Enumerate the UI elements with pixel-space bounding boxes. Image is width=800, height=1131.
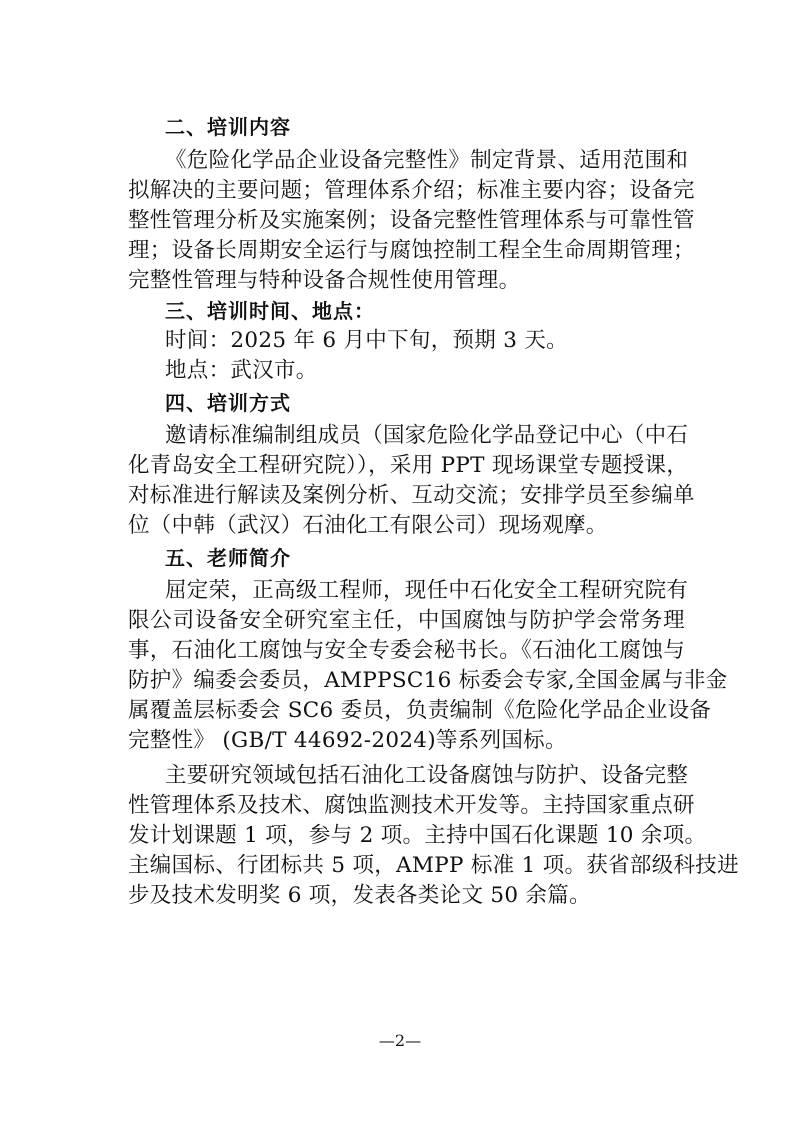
- paragraph-line: 主要研究领域包括石油化工设备腐蚀与防护、设备完整: [165, 763, 689, 788]
- paragraph-line: 属覆盖层标委会 SC6 委员，负责编制《危险化学品企业设备: [128, 698, 712, 723]
- paragraph-line: 防护》编委会委员，AMPPSC16 标委会专家,全国金属与非金: [128, 668, 728, 693]
- paragraph-line: 事，石油化工腐蚀与安全专委会秘书长。《石油化工腐蚀与: [128, 638, 685, 663]
- paragraph-line: 发计划课题 1 项，参与 2 项。主持中国石化课题 10 余项。: [128, 823, 707, 848]
- section-heading-training-method: 四、培训方式: [165, 391, 291, 415]
- training-place: 地点：武汉市。: [165, 358, 318, 383]
- paragraph-line: 《危险化学品企业设备完整性》制定背景、适用范围和: [165, 148, 689, 173]
- paragraph-line: 限公司设备安全研究室主任，中国腐蚀与防护学会常务理: [128, 608, 685, 633]
- paragraph-line: 步及技术发明奖 6 项，发表各类论文 50 余篇。: [128, 883, 591, 908]
- paragraph-line: 性管理体系及技术、腐蚀监测技术开发等。主持国家重点研: [128, 793, 695, 818]
- paragraph-line: 主编国标、行团标共 5 项，AMPP 标准 1 项。获省部级科技进: [128, 853, 739, 878]
- paragraph-line: 对标准进行解读及案例分析、互动交流；安排学员至参编单: [128, 483, 695, 508]
- paragraph-line: 理；设备长周期安全运行与腐蚀控制工程全生命周期管理；: [128, 238, 695, 263]
- section-heading-training-content: 二、培训内容: [165, 115, 291, 139]
- paragraph-line: 邀请标准编制组成员（国家危险化学品登记中心（中石: [165, 423, 689, 448]
- section-heading-time-place: 三、培训时间、地点：: [165, 299, 375, 323]
- paragraph-line: 完整性》 (GB/T 44692-2024)等系列国标。: [128, 728, 567, 753]
- section-heading-teacher-intro: 五、老师简介: [165, 546, 291, 570]
- paragraph-line: 位（中韩（武汉）石油化工有限公司）现场观摩。: [128, 513, 608, 538]
- training-time: 时间：2025 年 6 月中下旬，预期 3 天。: [165, 328, 568, 353]
- paragraph-line: 整性管理分析及实施案例；设备完整性管理体系与可靠性管: [128, 208, 695, 233]
- paragraph-line: 屈定荣，正高级工程师，现任中石化安全工程研究院有: [165, 578, 689, 603]
- paragraph-line: 化青岛安全工程研究院）），采用 PPT 现场课堂专题授课，: [128, 453, 689, 478]
- paragraph-line: 拟解决的主要问题；管理体系介绍；标准主要内容；设备完: [128, 178, 695, 203]
- paragraph-line: 完整性管理与特种设备合规性使用管理。: [128, 268, 521, 293]
- page-number: —2—: [378, 1031, 422, 1050]
